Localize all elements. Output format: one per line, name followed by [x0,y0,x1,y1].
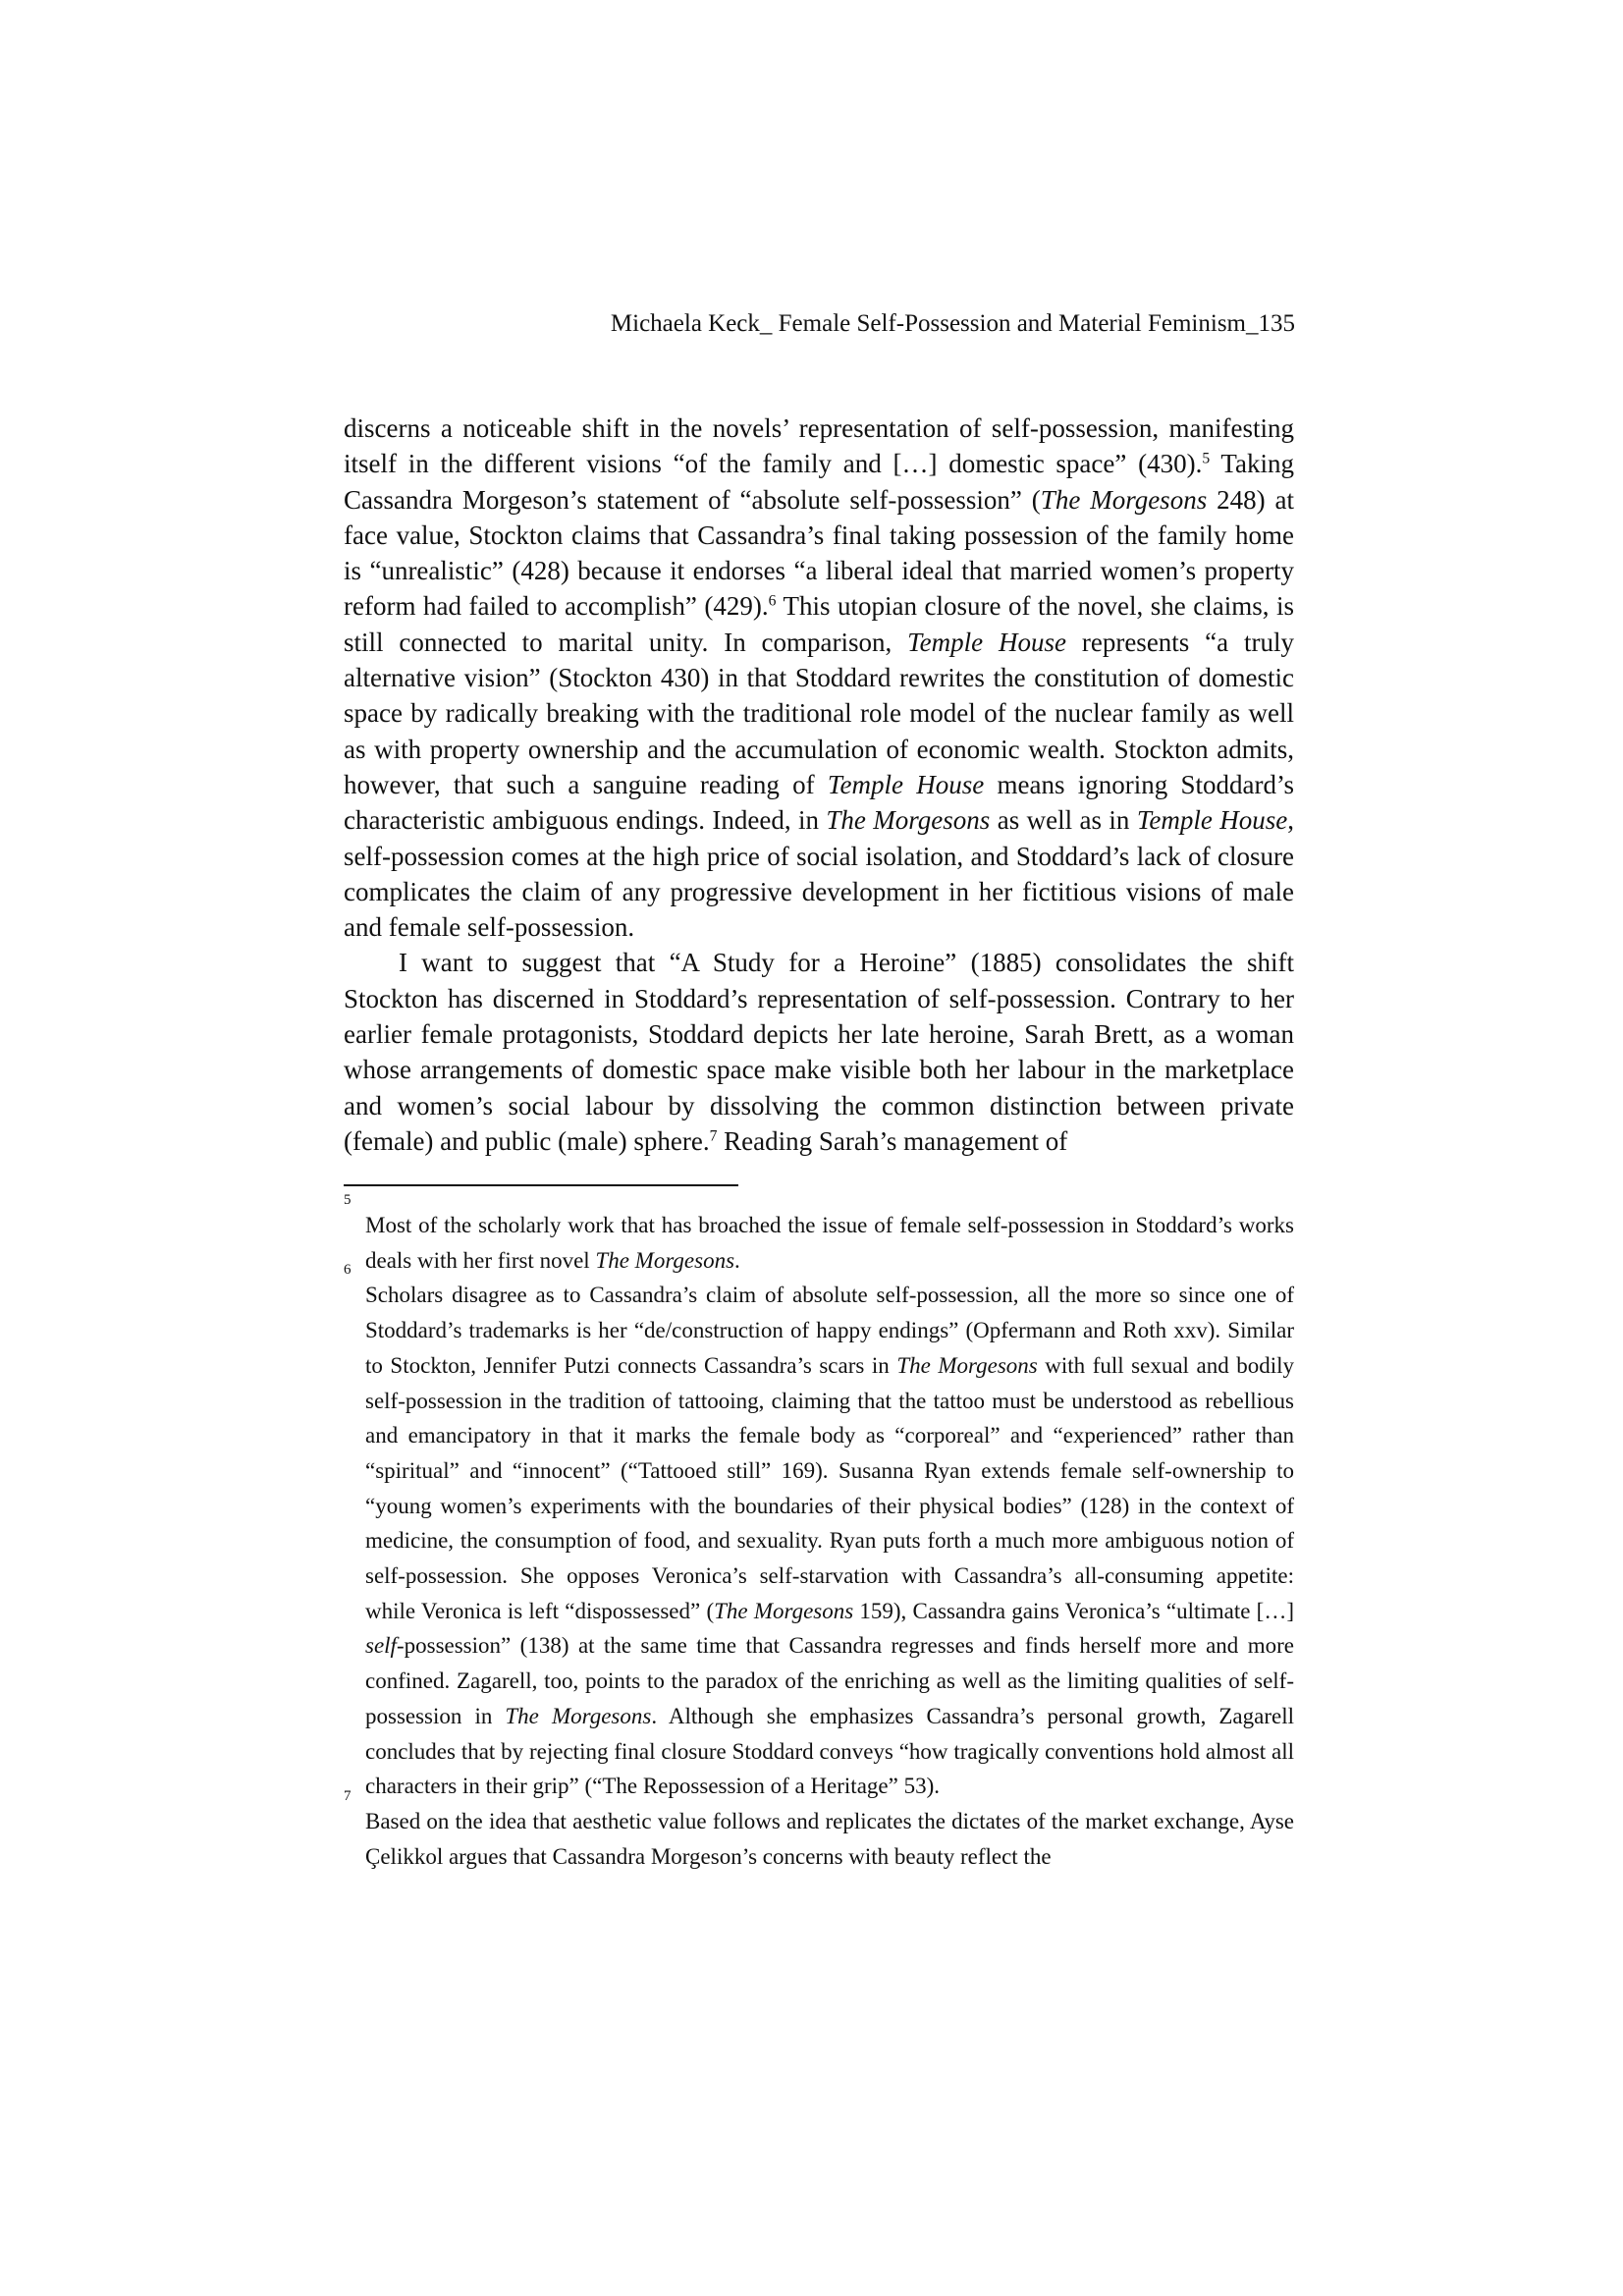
title-italic: Temple House [1136,805,1288,836]
main-text [344,410,1294,1159]
footnote-text: Most of the scholarly work that has broached the issue of female self-possession in Stoddard’s works deals with her first novel The Morgesons. [365,1213,1294,1273]
title-italic: The Morgesons [826,805,991,836]
title-italic: The Morgesons [505,1703,652,1728]
title-italic: The Morgesons [714,1598,854,1623]
footnote-text: Scholars disagree as to Cassandra’s claim of absolute self-possession, all the more so since one of Stoddard’s trademarks is her “de/construction of happy endings” (Opfermann and Roth xxv). Similar to Stockton, Jennifer Putzi connects Cassandra’s scars in The Morgesons with full sexual and bodily self-possession in the tradition of tattooing, claiming that the tattoo must be understood as rebellious and emancipatory in that it marks the female body as “corporeal” and “experienced” rather than “spiritual” and “innocent” (“Tattooed still” 169). Susanna Ryan extends female self-ownership to “young women’s experiments with the boundaries of their physical bodies” (128) in the context of medicine, the consumption of food, and sexuality. Ryan puts forth a much more ambiguous notion of self-possession. She opposes Veronica’s self-starvation with Cassandra’s all-consuming appetite: while Veronica is left “dispossessed” (The Morgesons 159), Cassandra gains Veronica’s “ultimate […] self-possession” (138) at the same time that Cassandra regresses and finds herself more and more confined. Zagarell, too, points to the paradox of the enriching as well as the limiting qualities of self-possession in The Morgesons. Although she emphasizes Cassandra’s personal growth, Zagarell concludes that by rejecting final closure Stoddard conveys “how tragically conventions hold almost all characters in their grip” (“The Repossession of a Heritage” 53). [365,1283,1295,1799]
paragraph-1: discerns a noticeable shift in the novels’ representation of self-possession, manifesting itself in the different visions “of the family and […] domestic space” (430).$^5$ Taking Cassandra Morgeson’s statement of “absolute self-possession” (The Morgesons 248) at face value, Stockton claims that Cassandra’s final taking possession of the family home is “unrealistic” (428) because it endorses “a liberal ideal that married women’s property reform had failed to accomplish” (429).$^6$ This utopian closure of the novel, she claims, is still connected to marital unity. In comparison, Temple House represents “a truly alternative vision” (Stockton 430) in that Stoddard rewrites the constitution of domestic space by radically breaking with the traditional role model of the nuclear family as well as with property ownership and the accumulation of economic wealth. Stockton admits, however, that such a sanguine reading of Temple House means ignoring Stoddard’s characteristic ambiguous endings. Indeed, in The Morgesons as well as in Temple House, self-possession comes at the high price of social isolation, and Stoddard’s lack of closure complicates the claim of any progressive development in her fictitious visions of male and female self-possession. [344,413,1294,943]
footnote-ref-5[interactable]: 5 [1202,450,1211,467]
running-head: Michaela Keck_ Female Self-Possession and Material Feminism_135 [610,310,1295,337]
footnote-text: Based on the idea that aesthetic value follows and replicates the dictates of the market exchange, Ayse Çelikkol argues that Cassandra Morgeson’s concerns with beauty reflect the [365,1808,1294,1869]
footnote-5: 5 Most of the scholarly work that has broached the issue of female self-possession in Stoddard’s works deals with her first novel The Morgesons. [344,1208,1294,1278]
footnote-ref-6[interactable]: 6 [768,592,777,610]
word-italic: self [365,1633,397,1659]
paragraph-2: I want to suggest that “A Study for a Heroine” (1885) consolidates the shift Stockton has discerned in Stoddard’s representation of self-possession. Contrary to her earlier female protagonists, Stoddard depicts her late heroine, Sarah Brett, as a woman whose arrangements of domestic space make visible both her labour in the marketplace and women’s social labour by dissolving the common distinction between private (female) and public (male) sphere.$^7$ Reading Sarah’s management of [344,948,1294,1156]
title-italic: Temple House [827,769,985,799]
title-italic: The Morgesons [595,1247,735,1273]
footnotes [344,1192,1295,1874]
footnote-ref-7[interactable]: 7 [709,1127,718,1145]
footnote-6: 6 Scholars disagree as to Cassandra’s claim of absolute self-possession, all the more so since one of Stoddard’s trademarks is her “de/construction of happy endings” (Opfermann and Roth xxv). Similar to Stockton, Jennifer Putzi connects Cassandra’s scars in The Morgesons with full sexual and bodily self-possession in the tradition of tattooing, claiming that the tattoo must be understood as rebellious and emancipatory in that it marks the female body as “corporeal” and “experienced” rather than “spiritual” and “innocent” (“Tattooed still” 169). Susanna Ryan extends female self-ownership to “young women’s experiments with the boundaries of their physical bodies” (128) in the context of medicine, the consumption of food, and sexuality. Ryan puts forth a much more ambiguous notion of self-possession. She opposes Veronica’s self-starvation with Cassandra’s all-consuming appetite: while Veronica is left “dispossessed” (The Morgesons 159), Cassandra gains Veronica’s “ultimate […] self-possession” (138) at the same time that Cassandra regresses and finds herself more and more confined. Zagarell, too, points to the paradox of the enriching as well as the limiting qualities of self-possession in The Morgesons. Although she emphasizes Cassandra’s personal growth, Zagarell concludes that by rejecting final closure Stoddard conveys “how tragically conventions hold almost all characters in their grip” (“The Repossession of a Heritage” 53). [344,1278,1294,1804]
title-italic: Temple House [907,627,1066,657]
title-italic: The Morgesons [896,1352,1038,1378]
title-italic: The Morgesons [1040,484,1208,515]
footnote-divider [344,1184,738,1186]
footnote-7: 7 Based on the idea that aesthetic value follows and replicates the dictates of the market exchange, Ayse Çelikkol argues that Cassandra Morgeson’s concerns with beauty reflect the [344,1804,1294,1874]
